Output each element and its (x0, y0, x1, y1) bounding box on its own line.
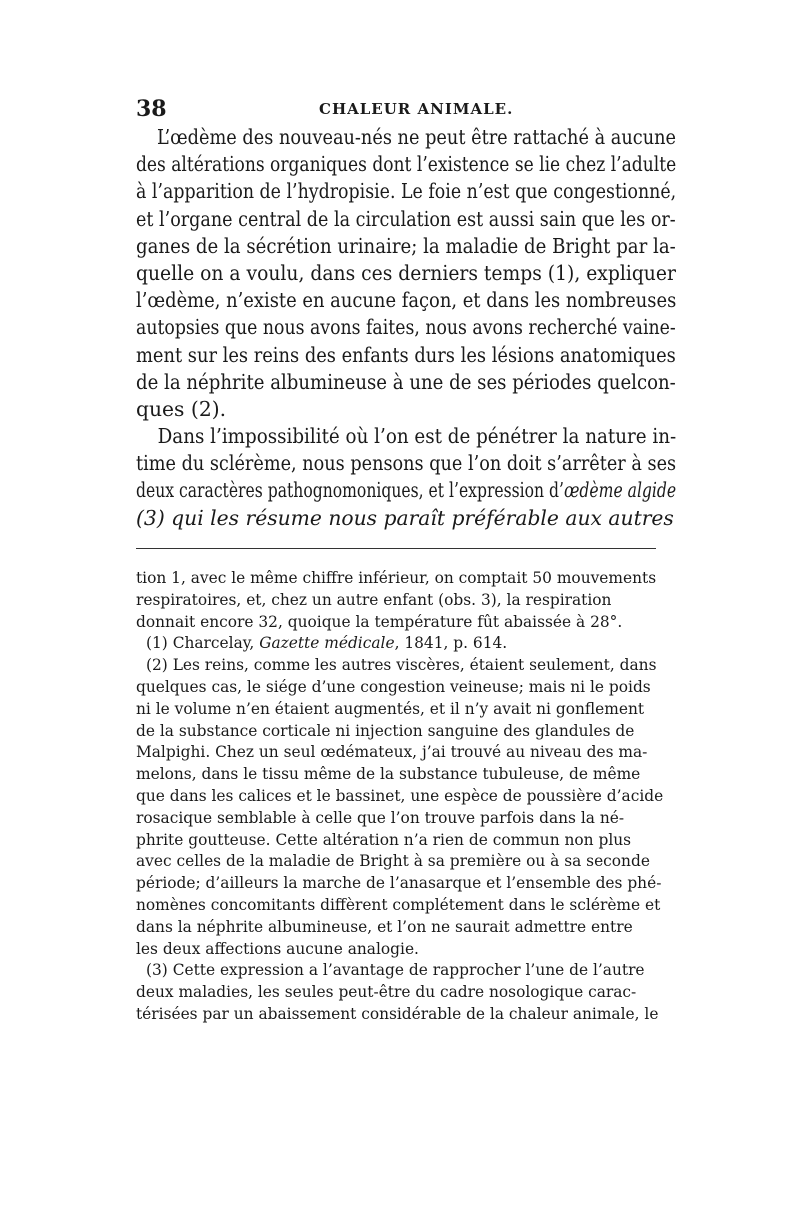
body-line: L’œdème des nouveau-nés ne peut être rattaché à aucune (156, 125, 677, 149)
footnote-line: les deux affections aucune analogie. (136, 939, 419, 958)
footnote-line: tion 1, avec le même chiffre inférieur, on comptait 50 mouvements (136, 569, 657, 587)
running-head: CHALEUR ANIMALE. (319, 100, 514, 118)
footnote-line: quelques cas, le siége d’une congestion veineuse; mais ni le poids (136, 677, 651, 696)
footnote-line: que dans les calices et le bassinet, une espèce de poussière d’acide (136, 786, 664, 805)
footnote-text: (1) Charcelay, (146, 634, 260, 653)
body-line: ques (2). (136, 396, 227, 421)
body-line-text: deux caractères pathognomoniques, et l’expression d’ (136, 478, 565, 503)
footnote-separator (136, 548, 656, 549)
footnote-text: , 1841, p. 614. (394, 634, 508, 653)
body-line: ganes de la sécrétion urinaire; la maladie de Bright par la- (136, 233, 676, 258)
body-line: l’œdème, n’existe en aucune façon, et dans les nombreuses (136, 288, 677, 313)
footnote-line: de la substance corticale ni injection sanguine des glandules de (136, 721, 635, 740)
footnote-line: phrite goutteuse. Cette altération n’a rien de commun non plus (136, 830, 632, 849)
footnote-line: avec celles de la maladie de Bright à sa première ou à sa seconde (136, 852, 650, 871)
main-text (136, 124, 676, 532)
body-line: Dans l’impossibilité où l’on est de pénétrer la nature in- (157, 424, 677, 449)
footnote-line: respiratoires, et, chez un autre enfant (obs. 3), la respiration (136, 590, 612, 609)
page-header (136, 96, 676, 126)
footnote-line: rosacique semblable à celle que l’on trouve parfois dans la né- (136, 808, 625, 827)
body-line: à l’apparition de l’hydropisie. Le foie n’est que congestionné, (136, 179, 677, 204)
body-line (136, 505, 676, 532)
page-number: 38 (136, 96, 167, 122)
footnote-line: deux maladies, les seules peut-être du cadre nosologique carac- (136, 983, 637, 1002)
footnote-line: Malpighi. Chez un seul œdémateux, j’ai trouvé au niveau des ma- (136, 743, 648, 762)
italic-term: œdème algide (564, 478, 677, 503)
footnote-line: nomènes concomitants diffèrent complétement dans le sclérème et (136, 895, 661, 914)
footnote-line: ni le volume n’en étaient augmentés, et il n’y avait ni gonflement (136, 699, 645, 718)
body-line: de la néphrite albumineuse à une de ses périodes quelcon- (136, 369, 676, 394)
footnote-line: période; d’ailleurs la marche de l’anasarque et l’ensemble des phé- (136, 874, 662, 893)
body-line: autopsies que nous avons faites, nous avons recherché vaine- (136, 315, 676, 340)
footnote-line: (3) Cette expression a l’avantage de rapprocher l’une de l’autre (146, 961, 645, 980)
footnote-line: donnait encore 32, quoique la température fût abaissée à 28°. (136, 612, 623, 631)
italic-term: (3) qui les résume nous paraît préférable aux autres (136, 505, 674, 530)
body-line: et l’organe central de la circulation est aussi sain que les or- (136, 206, 676, 231)
footnote-line: térisées par un abaissement considérable de la chaleur animale, le (136, 1004, 659, 1023)
footnote-line (136, 633, 676, 655)
body-line: des altérations organiques dont l’existence se lie chez l’adulte (136, 152, 677, 177)
footnote-line: melons, dans le tissu même de la substance tubuleuse, de même (136, 765, 641, 784)
footnote-line: dans la néphrite albumineuse, et l’on ne saurait admettre entre (136, 917, 633, 936)
body-line: quelle on a voulu, dans ces derniers temps (1), expliquer (136, 260, 676, 285)
footnote-line: (2) Les reins, comme les autres viscères, étaient seulement, dans (146, 656, 657, 675)
body-line: ment sur les reins des enfants durs les lésions anatomiques (136, 342, 676, 367)
body-line: time du sclérème, nous pensons que l’on doit s’arrêter à ses (136, 451, 677, 476)
journal-title: Gazette médicale (259, 634, 395, 653)
footnotes (136, 568, 676, 1026)
body-line (136, 477, 677, 504)
